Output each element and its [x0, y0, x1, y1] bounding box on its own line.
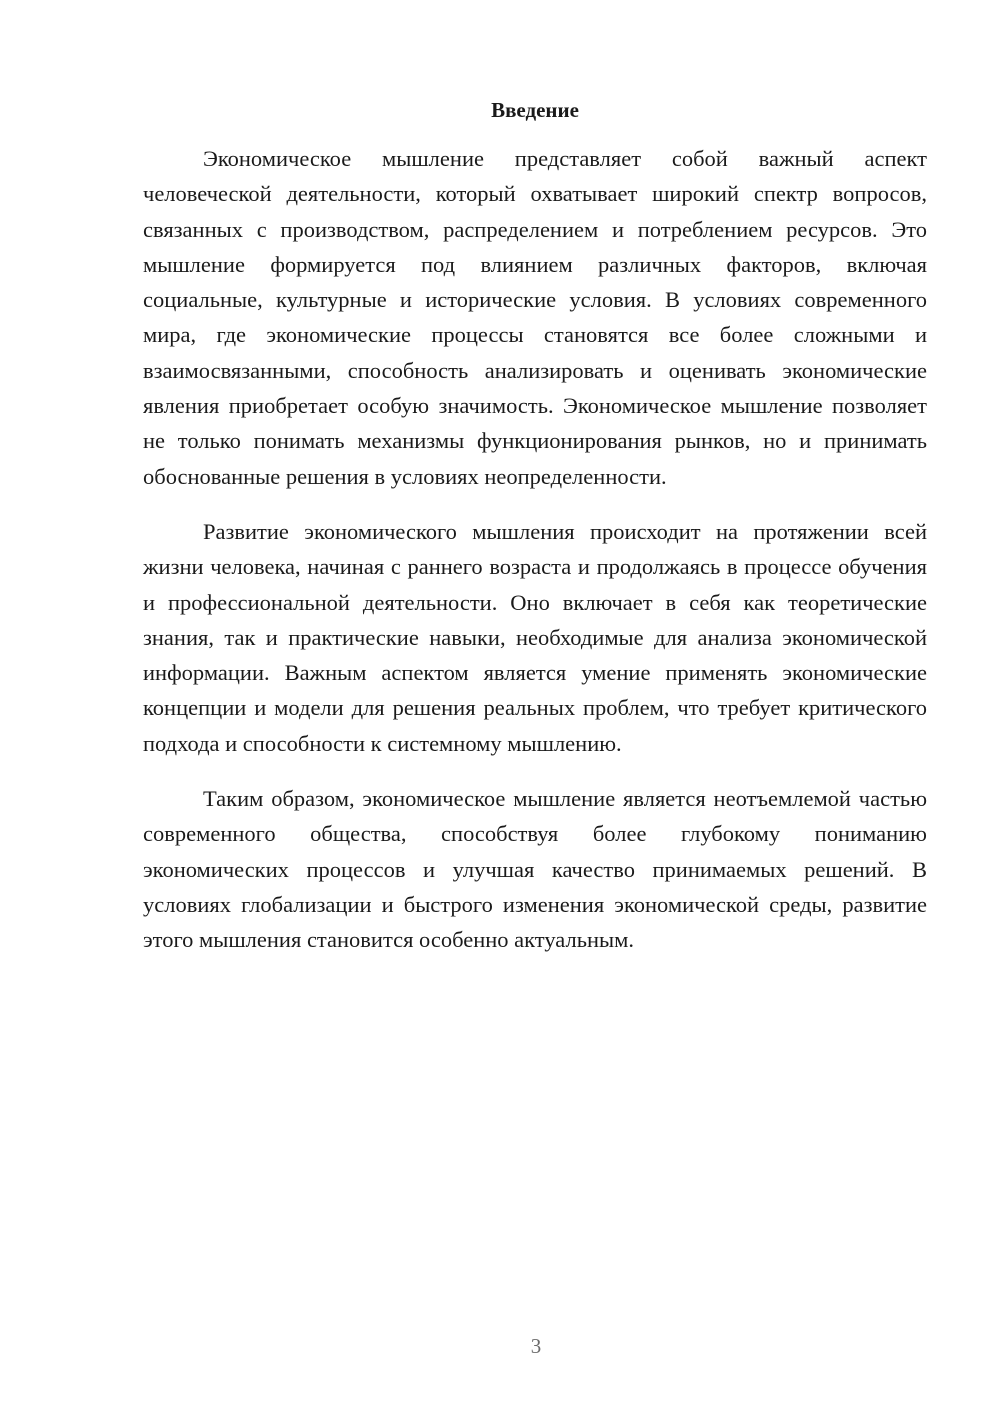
page-number: 3	[530, 1334, 542, 1358]
paragraph-1: Экономическое мышление представляет собой важный аспект человеческой деятельности, который охватывает широкий спектр вопросов, связанных с производством, распределением и потреблением ресурсов. Это мышление формируется под влиянием различных факторов, включая социальные, культурные и исторические условия. В условиях современного мира, где экономические процессы становятся все более сложными и взаимосвязанными, способность анализировать и оценивать экономические явления приобретает особую значимость. Экономическое мышление позволяет не только понимать механизмы функционирования рынков, но и принимать обоснованные решения в условиях неопределенности.	[143, 146, 927, 489]
paragraph-3: Таким образом, экономическое мышление является неотъемлемой частью современного общества, способствуя более глубокому пониманию экономических процессов и улучшая качество принимаемых решений. В условиях глобализации и быстрого изменения экономической среды, развитие этого мышления становится особенно актуальным.	[143, 786, 927, 953]
section-heading: Введение	[491, 98, 579, 122]
paragraph-2: Развитие экономического мышления происходит на протяжении всей жизни человека, начиная с раннего возраста и продолжаясь в процессе обучения и профессиональной деятельности. Оно включает в себя как теоретические знания, так и практические навыки, необходимые для анализа экономической информации. Важным аспектом является умение применять экономические концепции и модели для решения реальных проблем, что требует критического подхода и способности к системному мышлению.	[143, 518, 927, 756]
body-text	[143, 141, 927, 978]
